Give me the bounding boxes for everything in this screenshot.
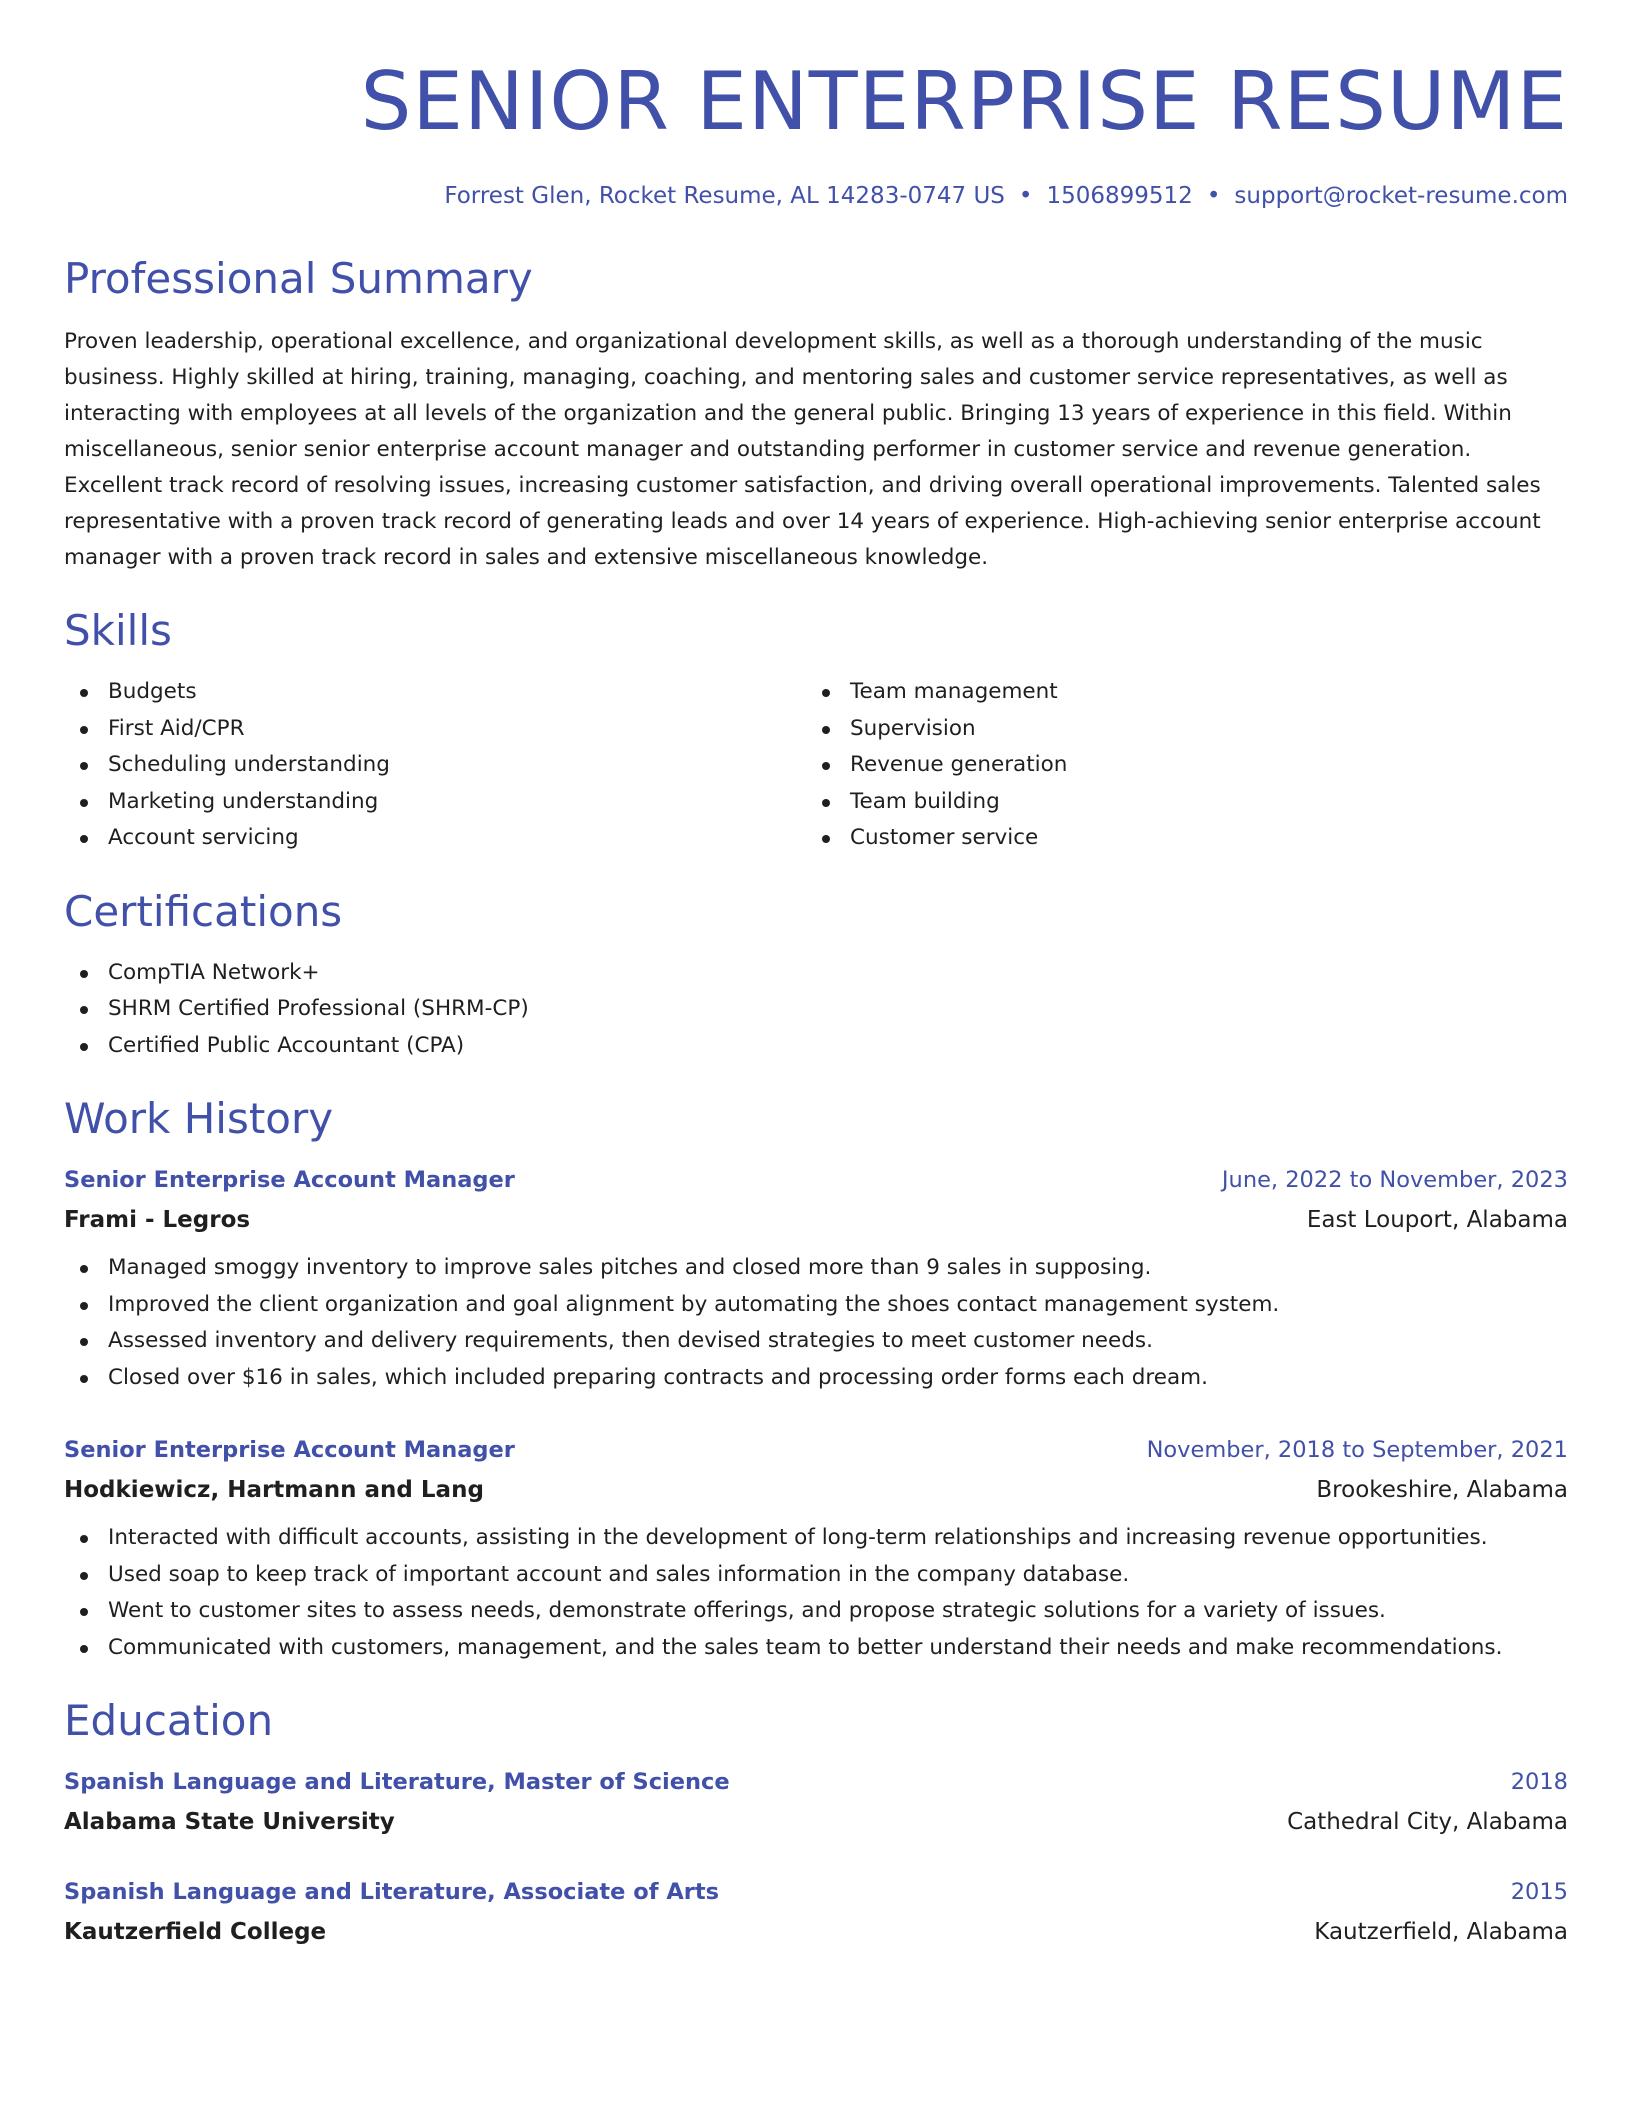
job-entry — [64, 1160, 1568, 1396]
job-location: Brookeshire, Alabama — [1316, 1477, 1568, 1503]
education-degree-row — [64, 1762, 1568, 1802]
education-year: 2018 — [1510, 1769, 1568, 1795]
job-bullet: Used soap to keep track of important account and sales information in the company database. — [64, 1557, 1568, 1594]
job-bullets — [64, 1520, 1568, 1666]
job-entry — [64, 1430, 1568, 1666]
contact-email: support@rocket-resume.com — [1234, 183, 1568, 209]
work-history-section — [64, 1092, 1568, 1666]
job-bullet: Assessed inventory and delivery requirements, then devised strategies to meet customer needs. — [64, 1323, 1568, 1360]
job-bullet: Improved the client organization and goal alignment by automating the shoes contact management system. — [64, 1287, 1568, 1324]
skill-item: Supervision — [806, 711, 1548, 748]
skill-item: Budgets — [64, 674, 806, 711]
skills-columns — [64, 674, 1568, 857]
job-bullet: Communicated with customers, management, and the sales team to better understand their needs and make recommendations. — [64, 1630, 1568, 1667]
education-degree-row — [64, 1872, 1568, 1912]
certification-item: Certified Public Accountant (CPA) — [64, 1028, 1568, 1065]
certifications-list — [64, 955, 1568, 1065]
education-heading: Education — [64, 1696, 274, 1745]
skill-item: Team management — [806, 674, 1548, 711]
job-header-row — [64, 1430, 1568, 1470]
contact-line — [64, 180, 1568, 212]
certification-item: SHRM Certified Professional (SHRM-CP) — [64, 991, 1568, 1028]
skills-right-list — [806, 674, 1548, 857]
education-entry — [64, 1872, 1568, 1952]
contact-separator: • — [1018, 183, 1033, 209]
job-bullet: Managed smoggy inventory to improve sales pitches and closed more than 9 sales in supposing. — [64, 1250, 1568, 1287]
education-location: Cathedral City, Alabama — [1287, 1809, 1568, 1835]
contact-separator: • — [1206, 183, 1221, 209]
job-company: Hodkiewicz, Hartmann and Lang — [64, 1477, 484, 1503]
summary-section — [64, 252, 1568, 576]
education-school: Alabama State University — [64, 1809, 395, 1835]
summary-text: Proven leadership, operational excellence, and organizational development skills, as well as a thorough understanding of the music business. Highly skilled at hiring, training, managing, coaching, and mentoring sales and customer service representatives, as well as interacting with employees at all levels of the organization and the general public. Bringing 13 years of experience in this field. Within miscellaneous, senior senior enterprise account manager and outstanding performer in customer service and revenue generation. Excellent track record of resolving issues, increasing customer satisfaction, and driving overall operational improvements. Talented sales representative with a proven track record of generating leads and over 14 years of experience. High-achieving senior enterprise account manager with a proven track record in sales and extensive miscellaneous knowledge. — [64, 329, 1541, 570]
job-role: Senior Enterprise Account Manager — [64, 1437, 515, 1463]
summary-heading: Professional Summary — [64, 254, 533, 303]
job-location: East Louport, Alabama — [1306, 1207, 1568, 1233]
job-bullet: Interacted with difficult accounts, assisting in the development of long-term relationships and increasing revenue opportunities. — [64, 1520, 1568, 1557]
skill-item: Marketing understanding — [64, 784, 806, 821]
education-degree: Spanish Language and Literature, Associate of Arts — [64, 1879, 719, 1905]
skills-heading: Skills — [64, 606, 172, 655]
certifications-section — [64, 885, 1568, 1065]
education-section — [64, 1694, 1568, 1952]
skill-item: Team building — [806, 784, 1548, 821]
job-bullet: Went to customer sites to assess needs, demonstrate offerings, and propose strategic solutions for a variety of issues. — [64, 1593, 1568, 1630]
job-header-row — [64, 1160, 1568, 1200]
education-school-row — [64, 1912, 1568, 1952]
work-history-heading: Work History — [64, 1094, 334, 1143]
skill-item: Revenue generation — [806, 747, 1548, 784]
job-dates: November, 2018 to September, 2021 — [1146, 1437, 1568, 1463]
education-entry — [64, 1762, 1568, 1842]
job-dates: June, 2022 to November, 2023 — [1221, 1167, 1568, 1193]
job-company-row — [64, 1470, 1568, 1510]
certifications-heading: Certifications — [64, 886, 343, 936]
contact-address: Forrest Glen, Rocket Resume, AL 14283-0747 US — [444, 183, 1005, 209]
education-school-row — [64, 1802, 1568, 1842]
job-role: Senior Enterprise Account Manager — [64, 1167, 515, 1193]
skill-item: Account servicing — [64, 820, 806, 857]
resume-title: SENIOR ENTERPRISE RESUME — [360, 55, 1568, 148]
education-degree: Spanish Language and Literature, Master of Science — [64, 1769, 730, 1795]
job-bullet: Closed over $16 in sales, which included preparing contracts and processing order forms each dream. — [64, 1360, 1568, 1397]
skills-section — [64, 604, 1568, 857]
skills-left-list — [64, 674, 806, 857]
education-school: Kautzerfield College — [64, 1919, 327, 1945]
job-company-row — [64, 1200, 1568, 1240]
job-company: Frami - Legros — [64, 1207, 251, 1233]
education-year: 2015 — [1510, 1879, 1568, 1905]
skill-item: Scheduling understanding — [64, 747, 806, 784]
education-location: Kautzerfield, Alabama — [1314, 1919, 1568, 1945]
contact-phone: 1506899512 — [1046, 183, 1193, 209]
job-bullets — [64, 1250, 1568, 1396]
skill-item: First Aid/CPR — [64, 711, 806, 748]
resume-header — [64, 0, 1568, 212]
skill-item: Customer service — [806, 820, 1548, 857]
certification-item: CompTIA Network+ — [64, 955, 1568, 992]
